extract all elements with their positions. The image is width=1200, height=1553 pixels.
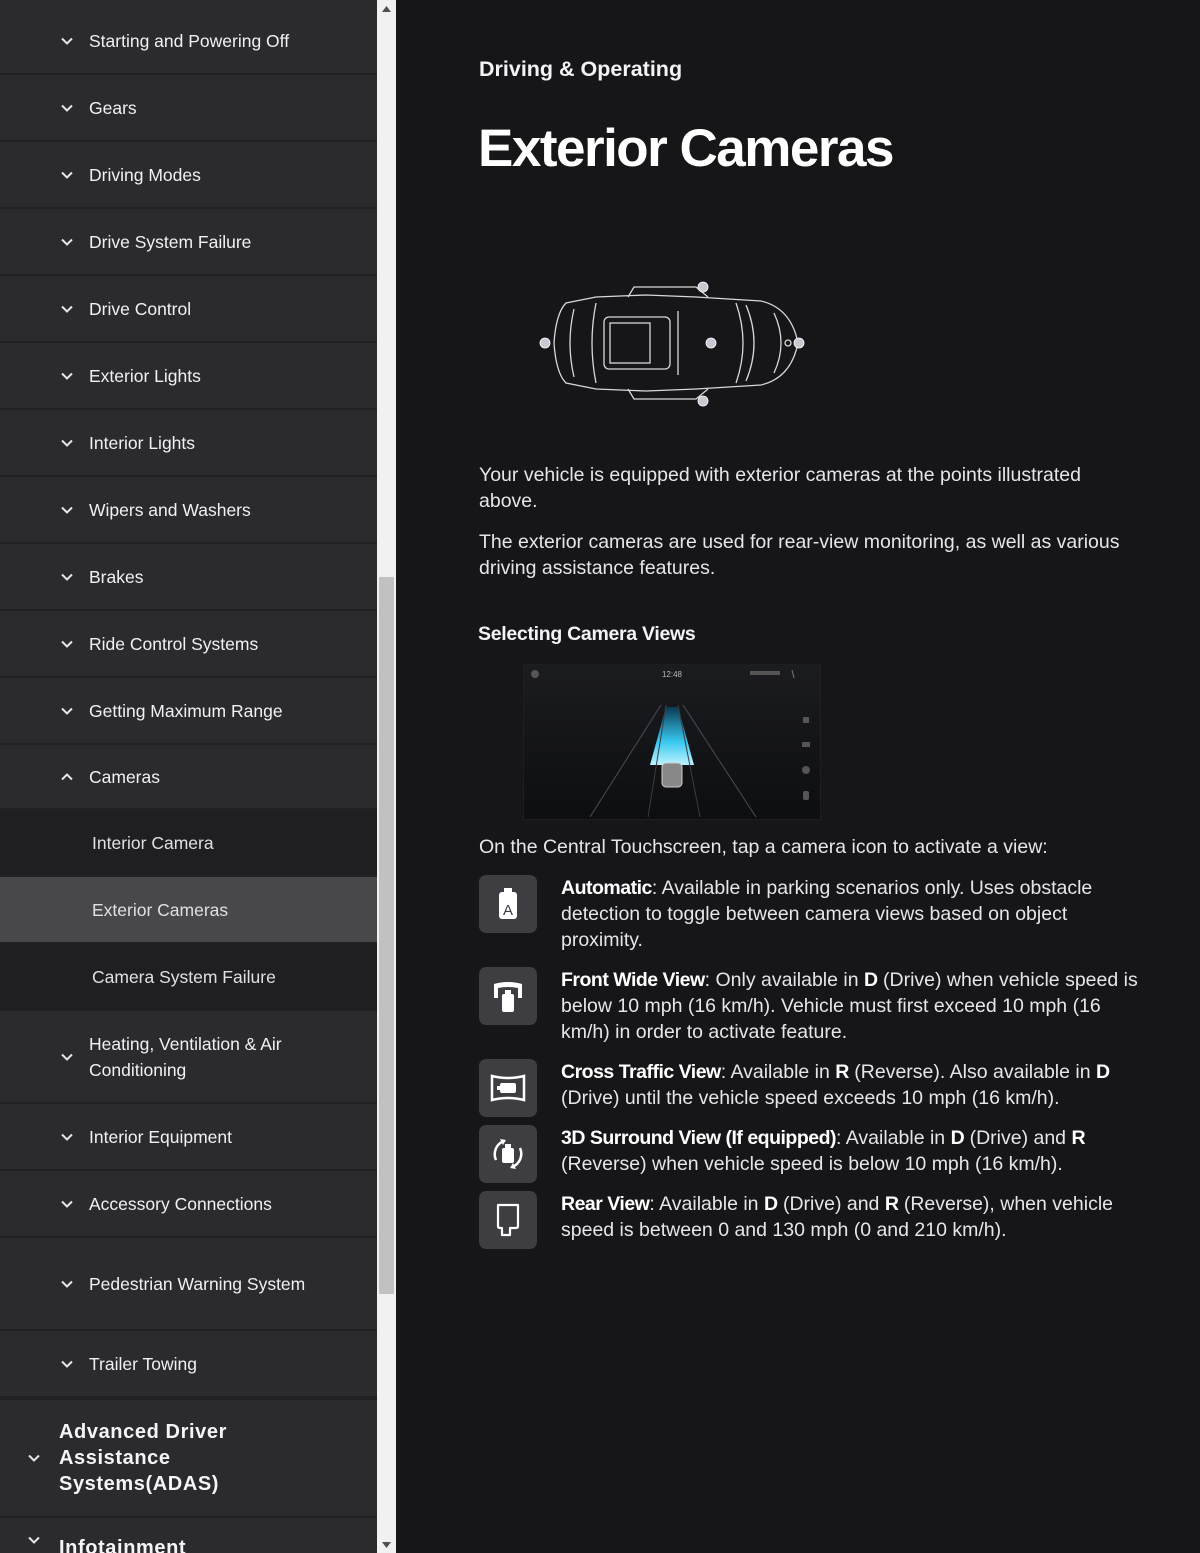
screen-status-icons xyxy=(750,671,780,675)
sidebar-item-label: Interior Lights xyxy=(89,432,196,453)
sidebar-item-label: Cameras xyxy=(89,766,160,787)
chevron-down-icon xyxy=(26,1532,42,1548)
front-wide-view-icon[interactable] xyxy=(479,967,537,1025)
chevron-down-icon xyxy=(59,569,75,585)
section-title: Selecting Camera Views xyxy=(478,623,696,645)
rear-view-icon[interactable] xyxy=(479,1191,537,1249)
left-mirror-camera-point-icon xyxy=(698,282,708,292)
intro-paragraph-2: The exterior cameras are used for rear-view monitoring, as well as various driving assistance features. xyxy=(479,531,1120,579)
sidebar-section-adas[interactable] xyxy=(0,1398,377,1518)
chevron-down-icon xyxy=(59,703,75,719)
sidebar-item-label: Driving Modes xyxy=(89,164,201,185)
chevron-down-icon xyxy=(59,636,75,652)
camera-view-description: Rear View: Available in D (Drive) and R (Reverse), when vehicle speed is between 0 and 130 mph (0 and 210 km/h). xyxy=(561,1193,1113,1241)
screen-clock: 12:48 xyxy=(661,670,683,679)
sidebar-item-trailer-towing[interactable] xyxy=(0,1331,377,1398)
camera-view-description: Cross Traffic View: Available in R (Reverse). Also available in D (Drive) until the vehicle speed exceeds 10 mph (16 km/h). xyxy=(561,1061,1110,1109)
rear-camera-point-icon xyxy=(540,338,550,348)
chevron-down-icon xyxy=(59,1356,75,1372)
sidebar-item-exterior-lights[interactable] xyxy=(0,343,377,410)
sidebar-item-label: Drive System Failure xyxy=(89,231,252,252)
chevron-down-icon xyxy=(59,368,75,384)
chevron-down-icon xyxy=(59,33,75,49)
screen-camera-icon-3 xyxy=(802,766,810,774)
camera-view-rear xyxy=(479,1191,1139,1249)
vehicle-marker-icon xyxy=(662,763,682,787)
sidebar-item-label: Getting Maximum Range xyxy=(89,700,283,721)
sidebar-item-interior-lights[interactable] xyxy=(0,410,377,477)
sidebar-item-accessory-connections[interactable] xyxy=(0,1171,377,1238)
intro-paragraph-1: Your vehicle is equipped with exterior cameras at the points illustrated above. xyxy=(479,464,1081,512)
screen-home-icon xyxy=(531,670,539,678)
breadcrumb[interactable]: Driving & Operating xyxy=(479,57,683,81)
chevron-down-icon xyxy=(59,1276,75,1292)
sidebar-item-wipers-and-washers[interactable] xyxy=(0,477,377,544)
chevron-down-icon xyxy=(59,100,75,116)
nav-list xyxy=(0,8,377,1553)
camera-view-description: Front Wide View: Only available in D (Drive) when vehicle speed is below 10 mph (16 km/h). Vehicle must first exceed 10 mph (16 km/h) in order to activate feature. xyxy=(561,969,1138,1043)
sidebar-item-gears[interactable] xyxy=(0,75,377,142)
chevron-down-icon xyxy=(26,1450,42,1466)
sidebar-item-label: Camera System Failure xyxy=(92,966,276,987)
chevron-down-icon xyxy=(59,502,75,518)
camera-view-description: 3D Surround View (If equipped): Available in D (Drive) and R (Reverse) when vehicle speed is below 10 mph (16 km/h). xyxy=(561,1127,1086,1175)
sidebar-nav xyxy=(0,0,377,1553)
sidebar-item-interior-equipment[interactable] xyxy=(0,1104,377,1171)
chevron-down-icon xyxy=(59,234,75,250)
screen-camera-icon-2 xyxy=(802,742,810,747)
sidebar-item-label: Ride Control Systems xyxy=(89,633,259,654)
sidebar-section-label: Advanced Driver Assistance Systems(ADAS) xyxy=(59,1421,227,1495)
camera-view-automatic xyxy=(479,875,1139,955)
sidebar-item-label: Trailer Towing xyxy=(89,1353,197,1374)
chevron-down-icon xyxy=(59,167,75,183)
chevron-down-icon xyxy=(59,301,75,317)
screen-camera-icon-1 xyxy=(803,717,809,723)
sidebar-item-pedestrian-warning-system[interactable] xyxy=(0,1238,377,1331)
car-camera-locations-diagram xyxy=(536,273,816,413)
cross-traffic-view-icon[interactable] xyxy=(479,1059,537,1117)
main-content xyxy=(396,0,1200,1553)
camera-view-name: Rear View xyxy=(561,1193,650,1215)
sidebar-scrollbar[interactable] xyxy=(377,0,396,1553)
front-camera-point-icon xyxy=(794,338,804,348)
sidebar-subitem-camera-system-failure[interactable] xyxy=(0,944,377,1011)
driving-lane-highlight xyxy=(650,707,694,765)
sidebar-item-driving-modes[interactable] xyxy=(0,142,377,209)
sidebar-item-brakes[interactable] xyxy=(0,544,377,611)
camera-view-3d-surround xyxy=(479,1125,1139,1183)
scroll-up-arrow-icon[interactable] xyxy=(377,0,396,17)
sidebar-item-ride-control-systems[interactable] xyxy=(0,611,377,678)
sidebar-item-label: Interior Equipment xyxy=(89,1126,232,1147)
sidebar-item-label: Exterior Lights xyxy=(89,365,201,386)
sidebar-item-label: Heating, Ventilation & Air Conditioning xyxy=(89,1033,282,1080)
svg-text:A: A xyxy=(502,902,514,919)
scrollbar-thumb[interactable] xyxy=(379,577,394,1294)
camera-view-name: Automatic xyxy=(561,877,652,899)
camera-view-name: Front Wide View xyxy=(561,969,705,991)
sidebar-item-drive-control[interactable] xyxy=(0,276,377,343)
sidebar-section-label: Infotainment xyxy=(59,1537,187,1553)
sidebar-item-heating-ventilation[interactable] xyxy=(0,1011,377,1104)
chevron-up-icon xyxy=(59,769,75,785)
camera-view-front-wide xyxy=(479,967,1139,1047)
sidebar-item-cameras[interactable] xyxy=(0,745,377,810)
camera-view-cross-traffic xyxy=(479,1059,1139,1117)
automatic-camera-icon[interactable] xyxy=(479,875,537,933)
sidebar-item-label: Wipers and Washers xyxy=(89,499,251,520)
scroll-down-arrow-icon[interactable] xyxy=(377,1536,396,1553)
instruction-paragraph: On the Central Touchscreen, tap a camera icon to activate a view: xyxy=(479,836,1048,858)
camera-view-name: 3D Surround View (If equipped) xyxy=(561,1127,836,1149)
sidebar-section-infotainment[interactable] xyxy=(0,1518,377,1553)
surround-view-icon[interactable] xyxy=(479,1125,537,1183)
chevron-down-icon xyxy=(59,1196,75,1212)
sidebar-subitem-exterior-cameras[interactable] xyxy=(0,877,377,944)
sidebar-item-label: Pedestrian Warning System xyxy=(89,1273,306,1294)
chevron-down-icon xyxy=(59,1129,75,1145)
sidebar-subitem-interior-camera[interactable] xyxy=(0,810,377,877)
chevron-down-icon xyxy=(59,435,75,451)
roof-camera-point-icon xyxy=(706,338,716,348)
lane-line-right xyxy=(683,705,756,817)
sidebar-item-getting-maximum-range[interactable] xyxy=(0,678,377,745)
sidebar-item-label: Interior Camera xyxy=(92,832,214,853)
sidebar-item-label: Brakes xyxy=(89,566,144,587)
sidebar-item-label: Accessory Connections xyxy=(89,1193,272,1214)
chevron-down-icon xyxy=(59,1049,75,1065)
sidebar-item-label: Exterior Cameras xyxy=(92,899,229,920)
page-title: Exterior Cameras xyxy=(478,119,893,178)
touchscreen-camera-screenshot xyxy=(523,664,821,820)
camera-view-name: Cross Traffic View xyxy=(561,1061,721,1083)
sidebar-item-label: Gears xyxy=(89,97,137,118)
sidebar-item-starting-and-powering-off[interactable] xyxy=(0,8,377,75)
right-mirror-camera-point-icon xyxy=(698,396,708,406)
screen-camera-icon-4 xyxy=(803,791,809,800)
camera-view-description: Automatic: Available in parking scenarios only. Uses obstacle detection to toggle between camera views based on object proximity. xyxy=(561,877,1093,951)
sidebar-item-label: Starting and Powering Off xyxy=(89,30,290,51)
sidebar-item-drive-system-failure[interactable] xyxy=(0,209,377,276)
sidebar-item-label: Drive Control xyxy=(89,298,192,319)
